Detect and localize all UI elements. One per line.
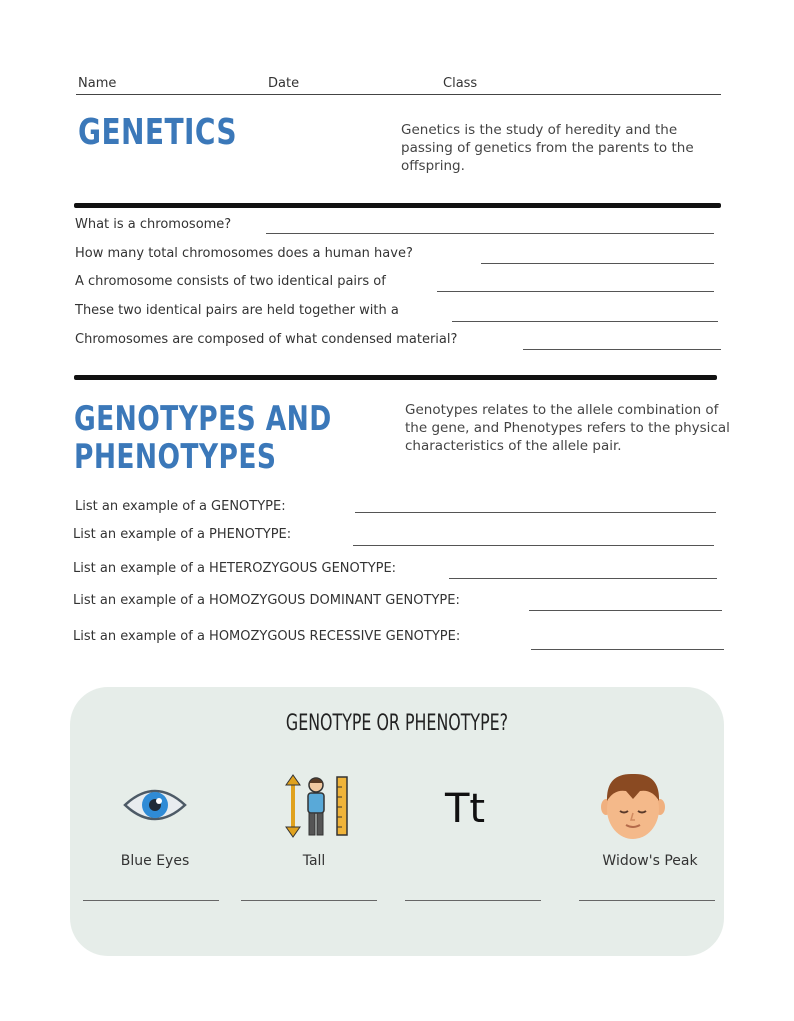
answer-line[interactable] bbox=[452, 321, 718, 322]
item-caption: Blue Eyes bbox=[120, 853, 190, 869]
section-divider bbox=[74, 375, 717, 380]
genetics-description: Genetics is the study of heredity and the passing of genetics from the parents to the offspring. bbox=[401, 122, 694, 174]
activity-title: GENOTYPE OR PHENOTYPE? bbox=[285, 711, 509, 736]
name-label: Name bbox=[78, 76, 117, 91]
genotype-symbol: Tt bbox=[445, 786, 486, 832]
genotypes-phenotypes-title bbox=[74, 400, 332, 476]
height-person-icon bbox=[283, 773, 353, 839]
question-label: List an example of a HETEROZYGOUS GENOTYPE: bbox=[73, 561, 397, 576]
answer-line[interactable] bbox=[481, 263, 714, 264]
question-label: List an example of a HOMOZYGOUS RECESSIVE GENOTYPE: bbox=[73, 629, 461, 644]
section-divider bbox=[74, 203, 721, 208]
answer-line[interactable] bbox=[579, 900, 715, 901]
answer-line[interactable] bbox=[529, 610, 722, 611]
answer-line[interactable] bbox=[531, 649, 724, 650]
question-label: List an example of a GENOTYPE: bbox=[75, 499, 286, 514]
eye-icon bbox=[122, 783, 188, 827]
answer-line[interactable] bbox=[449, 578, 717, 579]
answer-line[interactable] bbox=[266, 233, 714, 234]
answer-line[interactable] bbox=[437, 291, 714, 292]
answer-line[interactable] bbox=[353, 545, 714, 546]
header-field-line[interactable] bbox=[76, 94, 721, 95]
answer-line[interactable] bbox=[523, 349, 721, 350]
item-caption: Widow's Peak bbox=[602, 853, 698, 869]
answer-line[interactable] bbox=[83, 900, 219, 901]
date-label: Date bbox=[268, 76, 300, 91]
answer-line[interactable] bbox=[405, 900, 541, 901]
question-label: These two identical pairs are held together with a bbox=[75, 303, 399, 318]
answer-line[interactable] bbox=[355, 512, 716, 513]
face-icon bbox=[600, 771, 666, 841]
question-label: A chromosome consists of two identical pairs of bbox=[75, 274, 386, 289]
question-label: List an example of a HOMOZYGOUS DOMINANT GENOTYPE: bbox=[73, 593, 460, 608]
class-label: Class bbox=[443, 76, 478, 91]
answer-line[interactable] bbox=[241, 900, 377, 901]
question-label: How many total chromosomes does a human have? bbox=[75, 246, 413, 261]
title-line-1: GENOTYPES AND bbox=[74, 399, 332, 439]
genotypes-description: Genotypes relates to the allele combination of the gene, and Phenotypes refers to the physical characteristics of the allele pair. bbox=[405, 402, 730, 454]
question-label: Chromosomes are composed of what condensed material? bbox=[75, 332, 458, 347]
title-line-2: PHENOTYPES bbox=[74, 437, 277, 477]
question-label: List an example of a PHENOTYPE: bbox=[73, 527, 292, 542]
item-caption: Tall bbox=[302, 853, 326, 869]
genetics-title: GENETICS bbox=[78, 112, 237, 153]
question-label: What is a chromosome? bbox=[75, 217, 232, 232]
